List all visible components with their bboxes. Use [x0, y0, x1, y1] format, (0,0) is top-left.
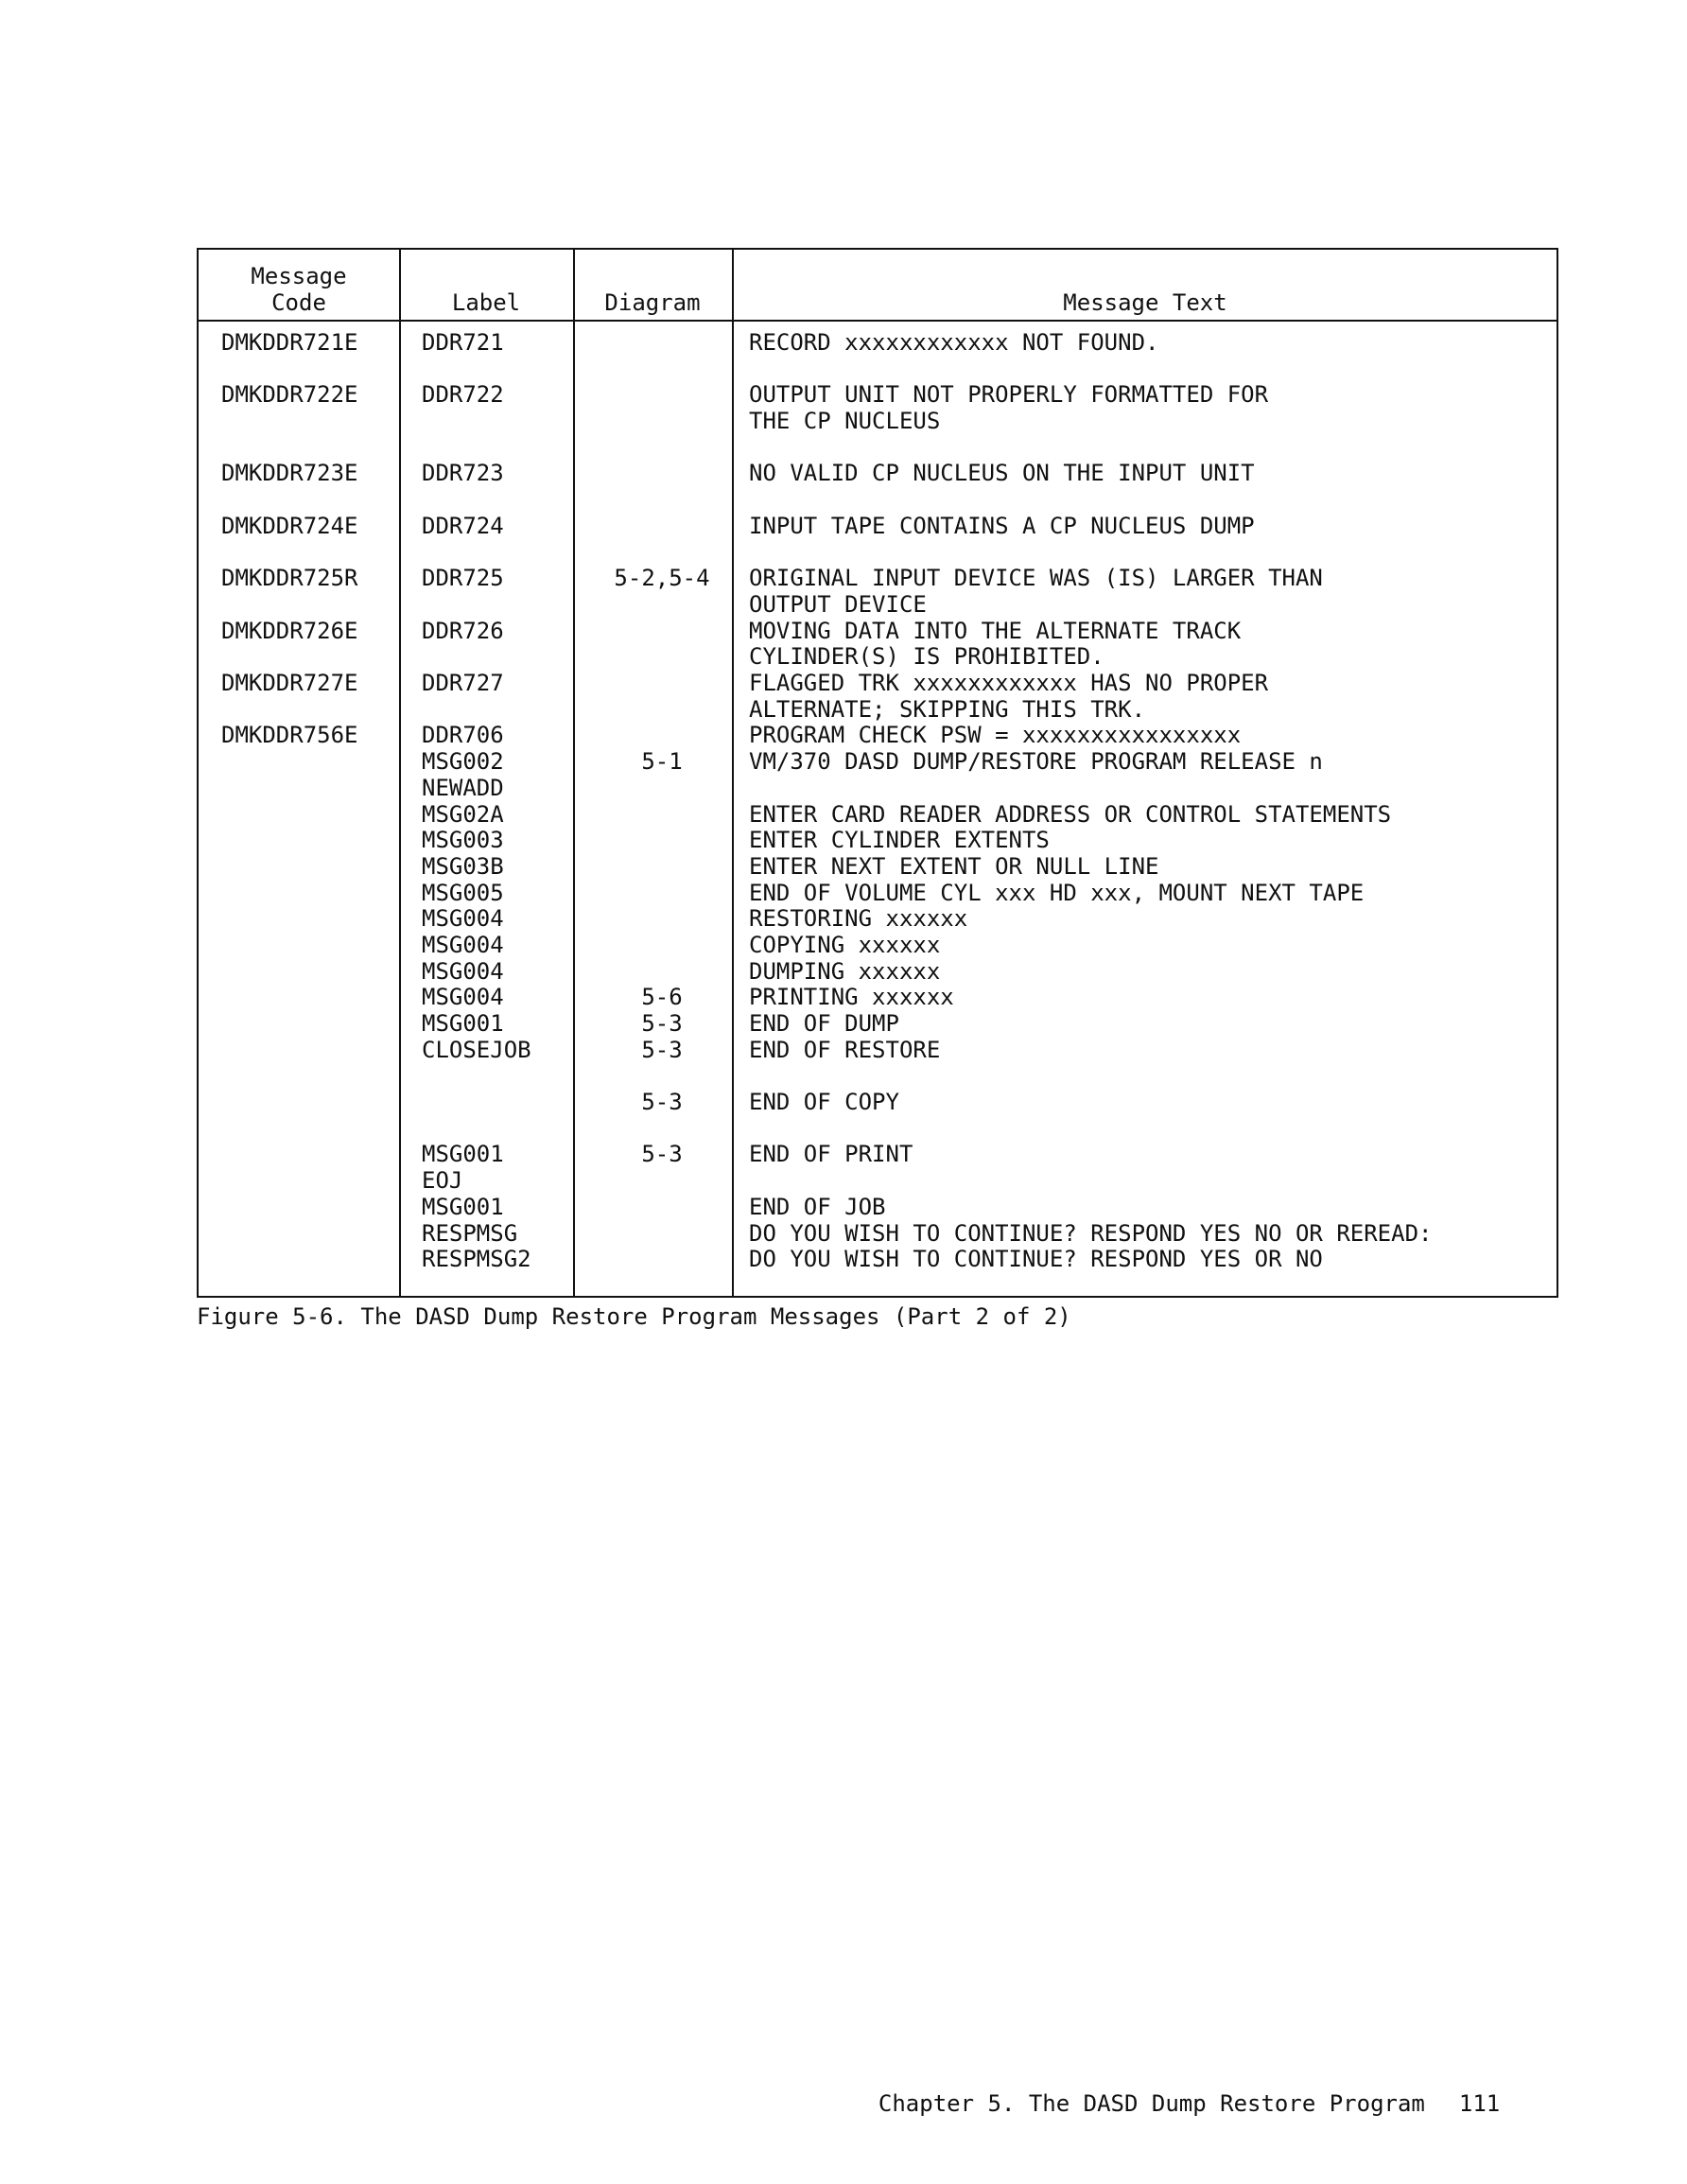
label-cell: DDR721	[422, 329, 504, 356]
message-text-cell	[749, 1168, 1553, 1195]
message-text-cell	[749, 933, 1553, 959]
table-row	[199, 1090, 1557, 1142]
message-code: DMKDDR723E	[221, 460, 358, 487]
table-row	[199, 749, 1557, 776]
label-cell: MSG02A	[422, 800, 504, 828]
message-code: DMKDDR724E	[221, 512, 358, 539]
label-cell: MSG004	[422, 984, 504, 1011]
message-text-line: END OF RESTORE	[749, 1036, 941, 1063]
table-row	[199, 776, 1557, 802]
label-cell: DDR727	[422, 670, 504, 697]
header-code	[199, 253, 399, 316]
message-text-cell	[749, 959, 1553, 986]
message-text-cell	[749, 330, 1553, 357]
label-cell: MSG002	[422, 748, 504, 776]
message-text-cell	[749, 828, 1553, 854]
table-body	[199, 330, 1557, 1273]
label-cell: MSG004	[422, 957, 504, 985]
message-text-line: RECORD xxxxxxxxxxxx NOT FOUND.	[749, 329, 1159, 356]
message-text-line: ALTERNATE; SKIPPING THIS TRK.	[749, 695, 1146, 723]
message-text-line: VM/370 DASD DUMP/RESTORE PROGRAM RELEASE n	[749, 748, 1323, 776]
message-text-line: INPUT TAPE CONTAINS A CP NUCLEUS DUMP	[749, 512, 1255, 539]
label-cell: RESPMSG2	[422, 1246, 531, 1273]
messages-table	[199, 250, 1557, 1296]
diagram-cell: 5-2,5-4	[614, 565, 710, 592]
message-text-line: NO VALID CP NUCLEUS ON THE INPUT UNIT	[749, 460, 1255, 487]
table-row	[199, 1038, 1557, 1090]
label-cell: MSG001	[422, 1193, 504, 1220]
message-text-line: OUTPUT DEVICE	[749, 590, 927, 618]
diagram-cell: 5-3	[641, 1089, 683, 1116]
diagram-cell: 5-3	[641, 1036, 683, 1063]
diagram-cell: 5-3	[641, 1010, 683, 1037]
label-cell: MSG003	[422, 827, 504, 854]
table-row	[199, 1221, 1557, 1248]
label-cell: RESPMSG	[422, 1219, 518, 1247]
message-text-cell	[749, 566, 1553, 618]
table-row	[199, 461, 1557, 513]
message-text-cell	[749, 1011, 1553, 1038]
message-text-cell	[749, 671, 1553, 723]
message-text-line: THE CP NUCLEUS	[749, 408, 941, 435]
header-code-line1: Message	[251, 263, 347, 289]
message-text-line: DO YOU WISH TO CONTINUE? RESPOND YES OR NO	[749, 1246, 1323, 1273]
message-text-cell	[749, 1090, 1553, 1116]
table-row	[199, 828, 1557, 854]
message-text-line: CYLINDER(S) IS PROHIBITED.	[749, 643, 1104, 671]
label-cell: MSG03B	[422, 852, 504, 880]
label-cell: NEWADD	[422, 774, 504, 801]
header-message-text: Message Text	[1063, 289, 1227, 316]
message-text-line: END OF VOLUME CYL xxx HD xxx, MOUNT NEXT TAPE	[749, 879, 1365, 906]
table-row	[199, 330, 1557, 382]
message-code: DMKDDR756E	[221, 722, 358, 749]
message-text-line: ENTER CARD READER ADDRESS OR CONTROL STATEMENTS	[749, 800, 1392, 828]
header-divider	[199, 320, 1557, 322]
table-row	[199, 959, 1557, 986]
message-text-line: FLAGGED TRK xxxxxxxxxxxx HAS NO PROPER	[749, 670, 1269, 697]
message-text-cell	[749, 802, 1553, 829]
label-cell: CLOSEJOB	[422, 1036, 531, 1063]
message-code: DMKDDR727E	[221, 670, 358, 697]
table-row	[199, 723, 1557, 749]
message-text-line: ENTER CYLINDER EXTENTS	[749, 827, 1050, 854]
table-row	[199, 566, 1557, 618]
message-code: DMKDDR722E	[221, 381, 358, 409]
table-row	[199, 802, 1557, 829]
message-text-line: RESTORING xxxxxx	[749, 905, 968, 933]
label-cell: MSG005	[422, 879, 504, 906]
message-text-cell	[749, 985, 1553, 1011]
label-cell: MSG004	[422, 905, 504, 933]
message-text-line: END OF PRINT	[749, 1141, 913, 1168]
message-text-cell	[749, 1221, 1553, 1248]
figure-caption: Figure 5-6. The DASD Dump Restore Program Messages (Part 2 of 2)	[197, 1303, 1071, 1330]
table-row	[199, 1142, 1557, 1168]
message-text-cell	[749, 749, 1553, 776]
message-text-line: PRINTING xxxxxx	[749, 984, 954, 1011]
label-cell: DDR706	[422, 722, 504, 749]
footer-chapter: Chapter 5. The DASD Dump Restore Program	[878, 2090, 1425, 2117]
table-row	[199, 985, 1557, 1011]
header-code-line2: Code	[271, 289, 326, 316]
table-row	[199, 854, 1557, 881]
message-text-line: END OF DUMP	[749, 1010, 899, 1037]
message-text-line	[749, 776, 1553, 802]
message-code: DMKDDR725R	[221, 565, 358, 592]
message-text-line: DO YOU WISH TO CONTINUE? RESPOND YES NO OR REREAD:	[749, 1219, 1433, 1247]
header-diagram: Diagram	[604, 289, 701, 316]
table-row	[199, 382, 1557, 461]
message-text-line	[749, 1168, 1553, 1195]
label-cell: DDR725	[422, 565, 504, 592]
message-text-line: ORIGINAL INPUT DEVICE WAS (IS) LARGER THAN	[749, 565, 1323, 592]
label-cell: DDR726	[422, 617, 504, 644]
message-text-cell	[749, 514, 1553, 540]
diagram-cell: 5-6	[641, 984, 683, 1011]
message-text-cell	[749, 1195, 1553, 1221]
label-cell: MSG001	[422, 1010, 504, 1037]
message-text-cell	[749, 1142, 1553, 1168]
table-row	[199, 514, 1557, 566]
table-row	[199, 881, 1557, 907]
message-text-cell	[749, 1038, 1553, 1064]
label-cell: MSG001	[422, 1141, 504, 1168]
message-text-cell	[749, 382, 1553, 434]
table-row	[199, 1195, 1557, 1221]
message-text-line: ENTER NEXT EXTENT OR NULL LINE	[749, 852, 1159, 880]
table-row	[199, 619, 1557, 671]
message-text-line: PROGRAM CHECK PSW = xxxxxxxxxxxxxxxx	[749, 722, 1242, 749]
message-text-cell	[749, 461, 1553, 487]
message-text-line: MOVING DATA INTO THE ALTERNATE TRACK	[749, 617, 1242, 644]
message-text-cell	[749, 776, 1553, 802]
table-row	[199, 1011, 1557, 1038]
message-text-cell	[749, 723, 1553, 749]
page-number: 111	[1458, 2090, 1501, 2117]
diagram-cell: 5-3	[641, 1141, 683, 1168]
message-text-line: COPYING xxxxxx	[749, 931, 941, 958]
message-text-cell	[749, 881, 1553, 907]
message-text-cell	[749, 1247, 1553, 1273]
table-row	[199, 671, 1557, 723]
label-cell: DDR722	[422, 381, 504, 409]
table-row	[199, 906, 1557, 933]
message-text-line: END OF JOB	[749, 1193, 886, 1220]
message-text-line: DUMPING xxxxxx	[749, 957, 941, 985]
label-cell: DDR723	[422, 460, 504, 487]
message-text-line: END OF COPY	[749, 1089, 899, 1116]
message-text-line: OUTPUT UNIT NOT PROPERLY FORMATTED FOR	[749, 381, 1269, 409]
page-footer	[851, 2064, 1500, 2117]
message-text-cell	[749, 906, 1553, 933]
table-row	[199, 1247, 1557, 1273]
diagram-cell: 5-1	[641, 748, 683, 776]
messages-table-frame	[197, 248, 1558, 1298]
message-code: DMKDDR726E	[221, 617, 358, 644]
table-row	[199, 933, 1557, 959]
message-text-cell	[749, 854, 1553, 881]
label-cell: EOJ	[422, 1167, 463, 1195]
message-text-cell	[749, 619, 1553, 671]
label-cell: MSG004	[422, 931, 504, 958]
table-row	[199, 1168, 1557, 1195]
message-code: DMKDDR721E	[221, 329, 358, 356]
header-label: Label	[451, 289, 521, 316]
label-cell: DDR724	[422, 512, 504, 539]
